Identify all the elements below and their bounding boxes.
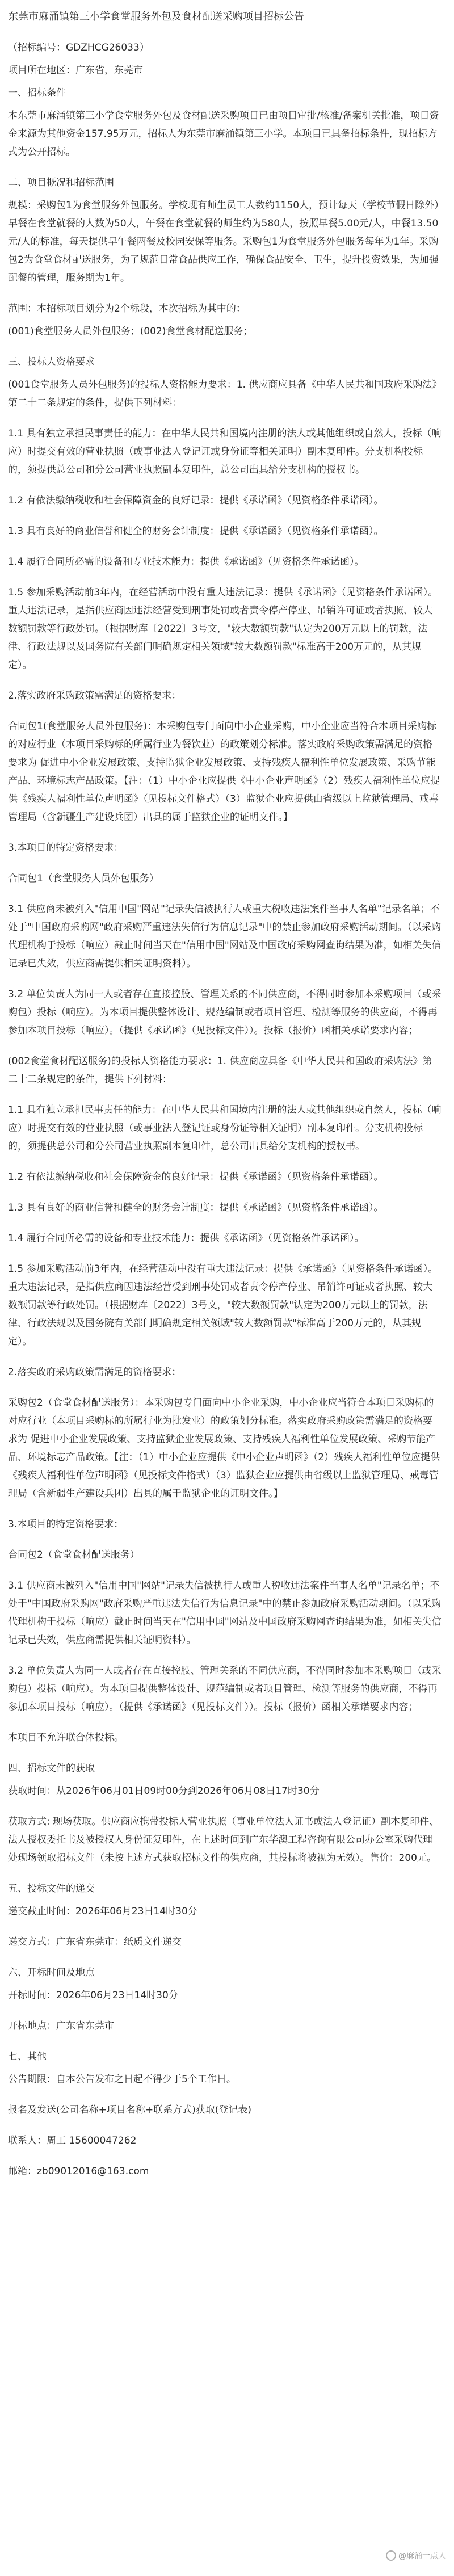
section-heading-bid-submission: 五、投标文件的递交 xyxy=(8,1883,95,1894)
lot2-policy-heading: 2.落实政府采购政策需满足的资格要求： xyxy=(8,1367,182,1378)
lot2-policy-text: 采购包2（食堂食材配送服务）：本采购包专门面向中小企业采购，中小企业应当符合本项目采购标的对应行业（本项目采购标的所属行业为批发业）的政策划分标准。落实政府采购政策需满足的资格要求为 促进中小企业发展政策、支持监狱企业发展政策、支持残疾人福利性单位发展政策、采购节能产品、环境标志产品政策。【注：（1）中小企业应提供《中小企业声明函》（2）残疾人福利性单位应提供《残疾人福利性单位声明函》（见投标文件格式）（3）监狱企业应提供由省级以上监狱管理局、戒毒管理局（含新疆生产建设兵团）出具的属于监狱企业的证明文件。】 xyxy=(8,1397,440,1499)
joint-bid-notice: 本项目不允许联合体投标。 xyxy=(8,1732,124,1743)
contact-email: 邮箱：zb09012016@163.com xyxy=(8,2166,149,2177)
lot1-requirement-1-3: 1.3 具有良好的商业信誉和健全的财务会计制度：提供《承诺函》（见资格条件承诺函）。 xyxy=(8,526,384,537)
project-lots-text: (001)食堂服务人员外包服务；(002)食堂食材配送服务； xyxy=(8,326,253,337)
watermark-text: @麻涌一点人 xyxy=(398,2552,446,2561)
project-location: 项目所在地区：广东省，东莞市 xyxy=(8,65,143,76)
page-title: 东莞市麻涌镇第三小学食堂服务外包及食材配送采购项目招标公告 xyxy=(8,11,304,23)
section-heading-project-overview: 二、项目概况和招标范围 xyxy=(8,177,114,188)
section-heading-other: 七、其他 xyxy=(8,2051,47,2062)
submission-method: 递交方式：广东省东莞市：纸质文件递交 xyxy=(8,1936,182,1948)
lot2-specific-heading: 3.本项目的特定资格要求： xyxy=(8,1519,124,1530)
lot2-requirement-1-1: 1.1 具有独立承担民事责任的能力：在中华人民共和国境内注册的法人或其他组织或自然人，投标（响应）时提交有效的营业执照（或事业法人登记证或身份证等相关证明）副本复印件。分支机构投标的，须提供总公司和分公司营业执照副本复印件，总公司出具给分支机构的授权书。 xyxy=(8,1104,442,1152)
project-number: （招标编号：GDZHCG26033） xyxy=(8,42,149,53)
lot1-specific-heading: 3.本项目的特定资格要求： xyxy=(8,842,124,854)
opening-time: 开标时间：2026年06月23日14时30分 xyxy=(8,1990,178,2001)
lot1-requirement-1-5: 1.5 参加采购活动前3年内，在经营活动中没有重大违法记录：提供《承诺函》（见资格条件承诺函）。重大违法记录，是指供应商因违法经营受到刑事处罚或者责令停产停业、吊销许可证或者执照、较大数额罚款等行政处罚。（根据财库〔2022〕3号文，"较大数额罚款"认定为200万元以上的罚款，法律、行政法规以及国务院有关部门明确规定相关领域"较大数额罚款"标准高于200万元的，从其规定）。 xyxy=(8,587,438,671)
project-scale-text: 规模：采购包1为食堂服务外包服务。学校现有师生员工人数约1150人，预计每天（学校节假日除外）早餐在食堂就餐的人数为50人，午餐在食堂就餐的师生约为580人，按照早餐5.00元/人，中餐13.50元/人的标准，每天提供早午餐两餐及校园安保等服务。采购包1为食堂服务外包服务每年为1年。采购包2为食堂食材配送服务，为了规范日常食品供应工作，确保食品安全、卫生，提升投资效果，为加强配餐的管理，服务期为1年。 xyxy=(8,200,439,284)
section-heading-bidding-conditions: 一、招标条件 xyxy=(8,87,66,99)
section-heading-document-acquisition: 四、招标文件的获取 xyxy=(8,1763,95,1774)
lot1-requirement-1-2: 1.2 有依法缴纳税收和社会保障资金的良好记录：提供《承诺函》（见资格条件承诺函）。 xyxy=(8,495,384,506)
opening-place: 开标地点：广东省东莞市 xyxy=(8,2020,114,2032)
lot2-specific-contract: 合同包2（食堂食材配送服务） xyxy=(8,1549,140,1561)
submission-deadline: 递交截止时间：2026年06月23日14时30分 xyxy=(8,1906,197,1917)
lot1-policy-heading: 2.落实政府采购政策需满足的资格要求： xyxy=(8,690,182,701)
lot2-requirement-1-3: 1.3 具有良好的商业信誉和健全的财务会计制度：提供《承诺函》（见资格条件承诺函）。 xyxy=(8,1202,384,1213)
lot2-specific-3-1: 3.1 供应商未被列入"信用中国"网站"记录失信被执行人或重大税收违法案件当事人名单"记录名单；不处于"中国政府采购网"政府采购严重违法失信行为信息记录"中的禁止参加政府采购活动期间。（以采购代理机构于投标（响应）截止时间当天在"信用中国"网站及中国政府采购网查询结果为准，如相关失信记录已失效，供应商需提供相关证明资料）。 xyxy=(8,1580,442,1646)
lot2-specific-3-2: 3.2 单位负责人为同一人或者存在直接控股、管理关系的不同供应商，不得同时参加本采购项目（或采购包）投标（响应）。为本项目提供整体设计、规范编制或者项目管理、检测等服务的供应商，不得再参加本项目投标（响应）。（提供《承诺函》（见投标文件））。投标（报价）函相关承诺要求内容； xyxy=(8,1665,442,1713)
lot1-specific-contract: 合同包1（食堂服务人员外包服务） xyxy=(8,873,159,884)
project-scope-text: 范围：本招标项目划分为2个标段，本次招标为其中的： xyxy=(8,303,246,314)
lot1-specific-3-1: 3.1 供应商未被列入"信用中国"网站"记录失信被执行人或重大税收违法案件当事人名单"记录名单；不处于"中国政府采购网"政府采购严重违法失信行为信息记录"中的禁止参加政府采购活动期间。（以采购代理机构于投标（响应）截止时间当天在"信用中国"网站及中国政府采购网查询结果为准，如相关失信记录已失效，供应商需提供相关证明资料）。 xyxy=(8,904,442,969)
bidding-conditions-text: 本东莞市麻涌镇第三小学食堂服务外包及食材配送采购项目已由项目审批/核准/备案机关批准，项目资金来源为其他资金157.95万元，招标人为东莞市麻涌镇第三小学。本项目已具备招标条件，现招标方式为公开招标。 xyxy=(8,110,439,158)
lot1-requirement-1-1: 1.1 具有独立承担民事责任的能力：在中华人民共和国境内注册的法人或其他组织或自然人，投标（响应）时提交有效的营业执照（或事业法人登记证或身份证等相关证明）副本复印件。分支机构投标的，须提供总公司和分公司营业执照副本复印件，总公司出具给分支机构的授权书。 xyxy=(8,428,442,476)
lot2-requirement-1-4: 1.4 履行合同所必需的设备和专业技术能力：提供《承诺函》（见资格条件承诺函）。 xyxy=(8,1233,364,1244)
lot2-requirement-1-5: 1.5 参加采购活动前3年内，在经营活动中没有重大违法记录：提供《承诺函》（见资格条件承诺函）。重大违法记录，是指供应商因违法经营受到刑事处罚或者责令停产停业、吊销许可证或者执照、较大数额罚款等行政处罚。（根据财库〔2022〕3号文，"较大数额罚款"认定为200万元以上的罚款，法律、行政法规以及国务院有关部门明确规定相关领域"较大数额罚款"标准高于200万元的，从其规定）。 xyxy=(8,1263,438,1347)
lot2-qualification-intro: (002食堂食材配送服务)的投标人资格能力要求：1. 供应商应具备《中华人民共和国政府采购法》第二十二条规定的条件，提供下列材料： xyxy=(8,1056,432,1085)
section-heading-qualifications: 三、投标人资格要求 xyxy=(8,356,95,368)
acquisition-method: 获取方式: 现场获取。供应商应携带投标人营业执照（事业单位法人证书或法人登记证）副本复印件、法人授权委托书及被授权人身份证复印件，在上述时间到广东华澳工程咨询有限公司办公室采购代理处现场领取招标文件（未按上述方式获取招标文件的供应商，其投标将被视为无效）。售价：200元。 xyxy=(8,1816,439,1864)
lot2-requirement-1-2: 1.2 有依法缴纳税收和社会保障资金的良好记录：提供《承诺函》（见资格条件承诺函）。 xyxy=(8,1171,384,1183)
lot1-specific-3-2: 3.2 单位负责人为同一人或者存在直接控股、管理关系的不同供应商，不得同时参加本采购项目（或采购包）投标（响应）。为本项目提供整体设计、规范编制或者项目管理、检测等服务的供应商，不得再参加本项目投标（响应）。（提供《承诺函》（见投标文件））。投标（报价）函相关承诺要求内容； xyxy=(8,989,442,1036)
acquisition-time: 获取时间：从2026年06月01日09时00分到2026年06月08日17时30分 xyxy=(8,1785,320,1797)
section-heading-bid-opening: 六、开标时间及地点 xyxy=(8,1967,95,1978)
watermark xyxy=(386,2547,446,2565)
lot1-requirement-1-4: 1.4 履行合同所必需的设备和专业技术能力：提供《承诺函》（见资格条件承诺函）。 xyxy=(8,556,364,568)
contact-person: 联系人：周工 15600047262 xyxy=(8,2135,137,2146)
lot1-qualification-intro: (001食堂服务人员外包服务)的投标人资格能力要求：1. 供应商应具备《中华人民共和国政府采购法》第二十二条规定的条件，提供下列材料： xyxy=(8,379,437,409)
lot1-policy-text: 合同包1(食堂服务人员外包服务)：本采购包专门面向中小企业采购，中小企业应当符合本项目采购标的对应行业（本项目采购标的所属行业为餐饮业）的政策划分标准。落实政府采购政策需满足的资格要求为 促进中小企业发展政策、支持监狱企业发展政策、支持残疾人福利性单位发展政策、采购节能产品、环境标志产品政策。【注：（1）中小企业应提供《中小企业声明函》（2）残疾人福利性单位应提供《残疾人福利性单位声明函》（见投标文件格式）（3）监狱企业应提供由省级以上监狱管理局、戒毒管理局（含新疆生产建设兵团）出具的属于监狱企业的证明文件。】 xyxy=(8,721,440,823)
notice-period: 公告期限：自本公告发布之日起不得少于5个工作日。 xyxy=(8,2074,236,2085)
registration-instructions: 报名及发送(公司名称+项目名称+联系方式)获取(登记表) xyxy=(8,2104,252,2116)
weibo-logo-icon xyxy=(386,2550,396,2561)
